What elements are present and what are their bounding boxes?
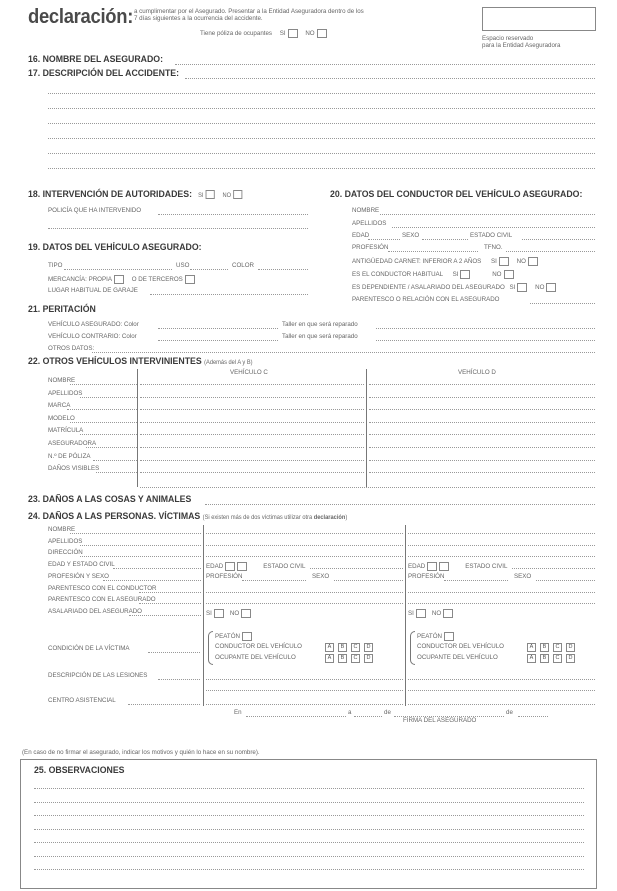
vehicle-c-field[interactable]: [140, 409, 364, 410]
victim-1-age-row: [206, 562, 305, 571]
victim-row-label: APELLIDOS: [48, 537, 83, 545]
mercancia-row: [48, 275, 197, 284]
section-21-title: 21. PERITACIÓN: [28, 304, 96, 315]
victim-1-ocupante-row: [215, 654, 375, 663]
vehicle-c-field[interactable]: [140, 447, 364, 448]
license-no-label: NO: [516, 258, 526, 266]
victim-1-salaried-si-label: SI: [206, 610, 212, 618]
reserved-label-1: Espacio reservado: [482, 35, 534, 42]
victim-2-field[interactable]: [408, 592, 595, 593]
garaje-field[interactable]: [150, 294, 308, 295]
sig-de2: de: [506, 709, 513, 716]
victim-row-label: DIRECCIÓN: [48, 549, 83, 557]
other-vehicles-extra-line[interactable]: [140, 487, 595, 488]
observations-line[interactable]: [34, 829, 584, 830]
victim-row-dots: [129, 615, 201, 616]
victim-2-ocupante-vehicle-d-box[interactable]: D: [566, 654, 575, 663]
victim-row-label: PARENTESCO CON EL ASEGURADO: [48, 596, 156, 604]
victim-1-ocupante-vehicle-a-box[interactable]: A: [325, 654, 334, 663]
victim-row-label: EDAD Y ESTADO CIVIL: [48, 561, 115, 569]
driver-profession-label: PROFESIÓN: [352, 244, 389, 251]
victim-2-salaried-no-checkbox[interactable]: [443, 609, 453, 618]
victim-1-field[interactable]: [206, 704, 403, 705]
habitual-row: [352, 270, 516, 279]
victim-2-age-label: EDAD: [408, 563, 426, 571]
section-22-label: 22. OTROS VEHÍCULOS INTERVINIENTES: [28, 356, 202, 367]
habitual-si-label: SI: [452, 271, 459, 279]
victim-2-ocupante-row: [417, 654, 577, 663]
victim-2-field[interactable]: [408, 556, 595, 557]
license-label: ANTIGÜEDAD CARNET: INFERIOR A 2 AÑOS: [352, 258, 482, 266]
victim-1-field[interactable]: [206, 556, 403, 557]
victim-1-field[interactable]: [206, 545, 403, 546]
other-data-label: OTROS DATOS:: [48, 345, 95, 352]
other-vehicle-row-label: APELLIDOS: [48, 389, 83, 397]
vehicle-d-field[interactable]: [369, 384, 595, 385]
policy-si-label: SI: [279, 30, 286, 38]
police-field[interactable]: [158, 214, 308, 215]
victim-1-ocupante-vehicle-b-box[interactable]: B: [338, 654, 347, 663]
dependiente-si-checkbox[interactable]: [517, 283, 527, 292]
victim-2-conductor-label: CONDUCTOR DEL VEHÍCULO: [417, 643, 504, 650]
policy-si-checkbox[interactable]: [288, 29, 298, 38]
sig-day-field[interactable]: [354, 716, 382, 717]
vehicle-c-field[interactable]: [140, 384, 364, 385]
other-vehicle-row-label: DAÑOS VISIBLES: [48, 465, 100, 473]
section-17-title: 17. DESCRIPCIÓN DEL ACCIDENTE:: [28, 68, 180, 79]
victim-1-conductor-vehicle-d-box[interactable]: D: [364, 643, 373, 652]
tipo-label: TIPO: [48, 262, 63, 269]
victim-row-dots: [113, 568, 201, 569]
victim-row-dots: [80, 545, 201, 546]
policy-question-label: Tiene póliza de ocupantes: [200, 30, 273, 38]
license-row: [352, 257, 540, 266]
terceros-label: O DE TERCEROS: [131, 276, 183, 284]
dependiente-no-checkbox[interactable]: [546, 283, 556, 292]
contrary-taller-label: Taller en que será reparado: [282, 333, 358, 340]
victim-1-pedestrian-row: [215, 632, 254, 641]
section-24-label: 24. DAÑOS A LAS PERSONAS. VÍCTIMAS: [28, 511, 201, 522]
section-22-title: [28, 357, 253, 367]
sig-en: En: [234, 709, 242, 716]
victim-row-dots: [80, 556, 201, 557]
dependiente-label: ES DEPENDIENTE / ASALARIADO DEL ASEGURADO: [352, 284, 505, 292]
other-vehicle-row-label: NOMBRE: [48, 377, 76, 384]
driver-phone-label: TFNO.: [484, 244, 503, 251]
section-20-title: 20. DATOS DEL CONDUCTOR DEL VEHÍCULO ASEGURADO:: [330, 189, 583, 200]
victim-2-salaried-si-checkbox[interactable]: [416, 609, 426, 618]
description-line-6[interactable]: [48, 153, 595, 154]
other-vehicle-row-dots: [80, 397, 137, 398]
section-16-title: 16. NOMBRE DEL ASEGURADO:: [28, 54, 164, 65]
observations-line[interactable]: [34, 842, 584, 843]
victim-2-field[interactable]: [408, 545, 595, 546]
victim-1-salaried-si-checkbox[interactable]: [214, 609, 224, 618]
victim-2-ocupante-vehicle-c-box[interactable]: C: [553, 654, 562, 663]
sig-place-field[interactable]: [246, 716, 346, 717]
habitual-si-checkbox[interactable]: [460, 270, 470, 279]
description-line-3[interactable]: [48, 108, 595, 109]
victim-1-civil-label: ESTADO CIVIL: [263, 563, 306, 571]
victim-1-pedestrian-label: PEATÓN: [215, 633, 240, 641]
driver-age-field[interactable]: [368, 239, 400, 240]
vehicle-c-field[interactable]: [140, 422, 364, 423]
other-vehicle-row-label: MARCA: [48, 402, 71, 410]
victim-1-age-box-1[interactable]: [225, 562, 235, 571]
tipo-field[interactable]: [64, 269, 172, 270]
victim-2-pedestrian-row: [417, 632, 456, 641]
insured-taller-label: Taller en que será reparado: [282, 321, 358, 328]
contrary-color-field[interactable]: [158, 340, 278, 341]
dependiente-row: [352, 283, 558, 292]
other-vehicle-row-dots: [96, 472, 137, 473]
vehicle-d-field[interactable]: [369, 409, 595, 410]
description-line-2[interactable]: [48, 93, 595, 94]
vehicle-c-header: VEHÍCULO C: [230, 369, 268, 376]
victim-2-conductor-row: [417, 643, 577, 652]
section-25-title: 25. OBSERVACIONES: [34, 765, 125, 776]
footer-note: (En caso de no firmar el asegurado, indicar los motivos y quién lo hace en su nombre).: [22, 749, 260, 756]
section-18-label: 18. INTERVENCIÓN DE AUTORIDADES:: [28, 189, 192, 201]
victim-1-profession-field[interactable]: [242, 580, 306, 581]
mercancia-propia-checkbox[interactable]: [114, 275, 124, 284]
other-vehicle-row-dots: [70, 384, 137, 385]
observations-line[interactable]: [34, 869, 584, 870]
victim-1-field[interactable]: [206, 533, 403, 534]
victim-2-field[interactable]: [408, 679, 595, 680]
victims-divider-2: [405, 525, 406, 706]
vehicle-d-field[interactable]: [369, 397, 595, 398]
authorities-si-checkbox[interactable]: [205, 190, 214, 199]
description-line-5[interactable]: [48, 138, 595, 139]
victim-2-conductor-vehicle-a-box[interactable]: A: [527, 643, 536, 652]
garaje-label: LUGAR HABITUAL DE GARAJE: [48, 287, 138, 294]
vehicles-divider-1: [137, 369, 138, 487]
vehicle-d-field[interactable]: [369, 422, 595, 423]
sig-de1: de: [384, 709, 391, 716]
uso-label: USO: [176, 262, 190, 269]
victim-1-field[interactable]: [206, 679, 403, 680]
vehicle-c-field[interactable]: [140, 434, 364, 435]
victim-1-condition-brace: [208, 631, 213, 665]
driver-name-field[interactable]: [380, 214, 595, 215]
description-line-1[interactable]: [185, 78, 595, 79]
victim-2-sex-field[interactable]: [536, 580, 595, 581]
victim-2-conductor-vehicle-d-box[interactable]: D: [566, 643, 575, 652]
other-vehicle-row-dots: [80, 434, 137, 435]
victim-2-field[interactable]: [408, 533, 595, 534]
policy-no-label: NO: [305, 30, 315, 38]
police-label: POLICÍA QUE HA INTERVENIDO: [48, 207, 142, 214]
observations-line[interactable]: [34, 802, 584, 803]
driver-sex-field[interactable]: [422, 239, 468, 240]
victim-2-condition-brace: [410, 631, 415, 665]
policy-question: [200, 29, 329, 38]
section-19-title: 19. DATOS DEL VEHÍCULO ASEGURADO:: [28, 242, 202, 253]
victim-row-dots: [139, 603, 201, 604]
other-vehicle-row-dots: [93, 460, 137, 461]
victim-row-dots: [70, 533, 201, 534]
victim-2-age-box-2[interactable]: [439, 562, 449, 571]
victim-1-ocupante-vehicle-d-box[interactable]: D: [364, 654, 373, 663]
instructions-line-2: 7 días siguientes a la ocurrencia del accidente.: [134, 15, 263, 22]
sig-year-field[interactable]: [518, 716, 548, 717]
license-si-checkbox[interactable]: [499, 257, 509, 266]
signature-label: FIRMA DEL ASEGURADO: [403, 717, 477, 724]
observations-line[interactable]: [34, 815, 584, 816]
victim-1-conductor-label: CONDUCTOR DEL VEHÍCULO: [215, 643, 302, 650]
habitual-no-label: NO: [492, 271, 502, 279]
victim-2-pedestrian-label: PEATÓN: [417, 633, 442, 641]
victim-2-salaried-si-label: SI: [408, 610, 414, 618]
instructions-line-1: a cumplimentar por el Asegurado. Presentar a la Entidad Aseguradora dentro de los: [134, 8, 364, 15]
section-24-note-c: ): [345, 514, 348, 521]
victim-row-dots: [139, 592, 201, 593]
driver-name-label: NOMBRE: [352, 207, 380, 214]
victim-2-pedestrian-checkbox[interactable]: [444, 632, 454, 641]
license-no-checkbox[interactable]: [528, 257, 538, 266]
victim-2-profession-label: PROFESIÓN: [408, 572, 445, 580]
driver-profession-field[interactable]: [388, 251, 478, 252]
victim-1-conductor-vehicle-a-box[interactable]: A: [325, 643, 334, 652]
other-data-field[interactable]: [92, 352, 595, 353]
vehicle-d-field[interactable]: [369, 472, 595, 473]
section-22-note: (Además del A y B): [204, 359, 253, 366]
condition-label: CONDICIÓN DE LA VÍCTIMA: [48, 645, 130, 652]
victim-2-field[interactable]: [408, 690, 595, 691]
driver-sex-label: SEXO: [402, 232, 420, 239]
victim-2-salaried-no-label: NO: [431, 610, 442, 618]
victim-1-field[interactable]: [206, 690, 403, 691]
victim-2-age-box-1[interactable]: [427, 562, 437, 571]
other-vehicle-row-label: MATRÍCULA: [48, 427, 84, 435]
victim-row-label: PARENTESCO CON EL CONDUCTOR: [48, 584, 157, 592]
victim-2-civil-field[interactable]: [512, 568, 595, 569]
authorities-no-label: NO: [222, 192, 232, 200]
victim-1-ocupante-vehicle-c-box[interactable]: C: [351, 654, 360, 663]
victim-1-pedestrian-checkbox[interactable]: [242, 632, 252, 641]
description-line-7[interactable]: [48, 168, 595, 169]
victim-1-civil-field[interactable]: [310, 568, 403, 569]
victim-1-conductor-vehicle-b-box[interactable]: B: [338, 643, 347, 652]
victim-2-conductor-vehicle-b-box[interactable]: B: [540, 643, 549, 652]
victim-1-conductor-row: [215, 643, 375, 652]
insured-name-field[interactable]: [175, 64, 595, 65]
victim-2-ocupante-vehicle-a-box[interactable]: A: [527, 654, 536, 663]
dependiente-no-label: NO: [535, 284, 545, 292]
center-dots: [128, 704, 200, 705]
section-24-title: [28, 512, 347, 522]
mercancia-terceros-checkbox[interactable]: [185, 275, 195, 284]
victim-1-sex-label: SEXO: [312, 572, 330, 580]
victim-row-label: ASALARIADO DEL ASEGURADO: [48, 607, 142, 615]
condition-dots: [148, 652, 200, 653]
reserved-box: [482, 7, 596, 31]
other-vehicle-row-label: MODELO: [48, 414, 75, 422]
form-title: declaración:: [28, 6, 134, 28]
victim-row-label: NOMBRE: [48, 526, 76, 533]
vehicle-d-field[interactable]: [369, 447, 595, 448]
vehicle-d-header: VEHÍCULO D: [458, 369, 496, 376]
insured-taller-field[interactable]: [376, 328, 595, 329]
victim-2-field[interactable]: [408, 704, 595, 705]
victims-divider-1: [203, 525, 204, 706]
victim-1-conductor-vehicle-c-box[interactable]: C: [351, 643, 360, 652]
victim-1-field[interactable]: [206, 592, 403, 593]
section-24-note-b: declaración: [313, 514, 346, 521]
vehicle-c-field[interactable]: [140, 472, 364, 473]
victim-2-profession-field[interactable]: [444, 580, 508, 581]
victim-2-ocupante-vehicle-b-box[interactable]: B: [540, 654, 549, 663]
center-label: CENTRO ASISTENCIAL: [48, 697, 116, 704]
insured-color-field[interactable]: [158, 328, 278, 329]
injuries-dots: [158, 679, 200, 680]
injuries-label: DESCRIPCIÓN DE LAS LESIONES: [48, 672, 148, 679]
victim-2-field[interactable]: [408, 603, 595, 604]
parentesco-label: PARENTESCO O RELACIÓN CON EL ASEGURADO: [352, 296, 500, 303]
other-vehicle-row-dots: [67, 409, 138, 410]
victim-1-salaried-no-label: NO: [229, 610, 240, 618]
police-field-2[interactable]: [48, 228, 308, 229]
parentesco-field[interactable]: [530, 303, 595, 304]
other-vehicle-row-dots: [70, 422, 137, 423]
authorities-no-checkbox[interactable]: [233, 190, 242, 199]
vehicles-divider-2: [366, 369, 367, 487]
color-label: COLOR: [232, 262, 255, 269]
driver-surname-field[interactable]: [392, 227, 595, 228]
observations-line[interactable]: [34, 788, 584, 789]
driver-surname-label: APELLIDOS: [352, 220, 387, 227]
mercancia-label: MERCANCÍA: PROPIA: [48, 276, 112, 284]
vehicle-c-field[interactable]: [140, 460, 364, 461]
license-si-label: SI: [491, 258, 497, 266]
section-23-title: 23. DAÑOS A LAS COSAS Y ANIMALES: [28, 494, 192, 505]
victim-2-conductor-vehicle-c-box[interactable]: C: [553, 643, 562, 652]
insured-color-label: VEHÍCULO ASEGURADO: Color: [48, 321, 139, 328]
section-18-title: [28, 190, 244, 200]
victim-2-civil-label: ESTADO CIVIL: [465, 563, 508, 571]
victim-1-field[interactable]: [206, 603, 403, 604]
other-vehicle-row-label: ASEGURADORA: [48, 440, 97, 447]
other-vehicle-row-label: N.º DE PÓLIZA: [48, 452, 91, 460]
victim-2-sex-label: SEXO: [514, 572, 532, 580]
victim-2-age-row: [408, 562, 507, 571]
victim-1-profession-label: PROFESIÓN: [206, 572, 243, 580]
vehicle-d-field[interactable]: [369, 434, 595, 435]
dependiente-si-label: SI: [509, 284, 516, 292]
habitual-label: ES EL CONDUCTOR HABITUAL: [352, 271, 443, 279]
victim-1-sex-field[interactable]: [334, 580, 403, 581]
sig-a: a: [348, 709, 352, 716]
contrary-taller-field[interactable]: [376, 340, 595, 341]
victim-1-salaried-row: [206, 609, 253, 618]
driver-civil-label: ESTADO CIVIL: [470, 232, 513, 239]
uso-field[interactable]: [190, 269, 228, 270]
victim-row-label: PROFESIÓN Y SEXO: [48, 572, 109, 580]
vehicle-c-field[interactable]: [140, 397, 364, 398]
victim-1-ocupante-label: OCUPANTE DEL VEHÍCULO: [215, 654, 296, 661]
victim-2-salaried-row: [408, 609, 455, 618]
vehicle-d-field[interactable]: [369, 460, 595, 461]
reserved-label-2: para la Entidad Aseguradora: [482, 42, 561, 49]
policy-no-checkbox[interactable]: [317, 29, 327, 38]
victim-2-ocupante-label: OCUPANTE DEL VEHÍCULO: [417, 654, 498, 661]
driver-civil-field[interactable]: [522, 239, 595, 240]
driver-age-label: EDAD: [352, 232, 370, 239]
driver-phone-field[interactable]: [506, 251, 595, 252]
victim-row-dots: [103, 580, 201, 581]
description-line-4[interactable]: [48, 123, 595, 124]
victim-1-salaried-no-checkbox[interactable]: [241, 609, 251, 618]
victim-1-age-box-2[interactable]: [237, 562, 247, 571]
victim-1-age-label: EDAD: [206, 563, 224, 571]
color-field[interactable]: [258, 269, 308, 270]
observations-line[interactable]: [34, 856, 584, 857]
other-vehicle-row-dots: [86, 447, 137, 448]
habitual-no-checkbox[interactable]: [504, 270, 514, 279]
authorities-si-label: SI: [198, 192, 204, 200]
contrary-color-label: VEHÍCULO CONTRARIO: Color: [48, 333, 137, 340]
section-24-note-a: (Si existen más de dos víctimas utilizar otra: [202, 514, 314, 521]
property-damage-field[interactable]: [205, 504, 595, 505]
